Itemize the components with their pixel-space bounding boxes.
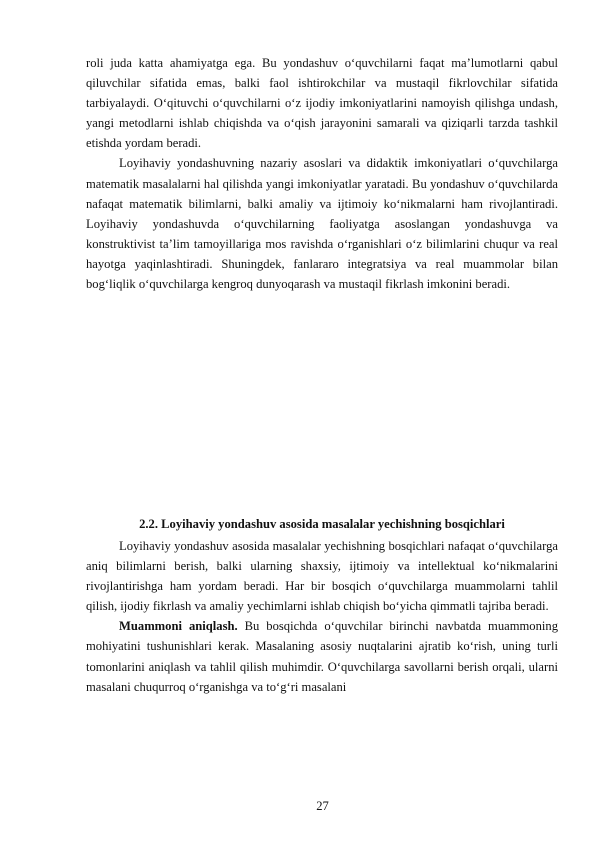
paragraph-intro: Loyihaviy yondashuv asosida masalalar yechishning bosqichlari nafaqat o‘quvchilarga aniq bilimlarni berish, balki ularning shaxsiy, ijtimoiy va intellektual ko‘nikmalarini rivojlantirishga ham yordam beradi. Har bir bosqich o‘quvchilarga muammolarni tahlil qilish, ijodiy fikrlash va amaliy yechimlarni ishlab chiqish bo‘yicha qimmatli tajriba beradi.	[86, 539, 558, 614]
page-number: 27	[316, 799, 329, 813]
step-term: Muammoni aniqlash.	[119, 619, 238, 634]
paragraph-continuation: roli juda katta ahamiyatga ega. Bu yondashuv o‘quvchilarni faqat ma’lumotlarni qabul qiluvchilar sifatida emas, balki faol ishtirokchilar va mustaqil fikrlovchilar sifatida tarbiyalaydi. O‘qituvchi o‘quvchilarni o‘z ijodiy imkoniyatlarini namoyish qilishga undash, yangi metodlarni ishlab chiqishda va o‘qish jarayonini samarali va qiziqarli tarzda tashkil etishda yordam beradi.	[86, 56, 558, 151]
section-heading: 2.2. Loyihaviy yondashuv asosida masalalar yechishning bosqichlari	[139, 517, 505, 531]
paragraph-theory: Loyihaviy yondashuvning nazariy asoslari va didaktik imkoniyatlari o‘quvchilarga matematik masalalarni hal qilishda yangi imkoniyatlar yaratadi. Bu yondashuv o‘quvchilarda nafaqat matematik bilimlarni, balki amaliy va ijtimoiy ko‘nikmalarni ham rivojlantiradi. Loyihaviy yondashuvda o‘quvchilarning faoliyatga asoslangan yondashuvga va konstruktivist ta’lim tamoyillariga mos ravishda o‘rganishlari o‘z bilimlarini chuqur va real hayotga yaqinlashtiradi. Shuningdek, fanlararo integratsiya va real muammolar bilan bog‘liqlik o‘quvchilarga kengroq dunyoqarash va mustaqil fikrlash imkonini beradi.	[86, 156, 558, 292]
body-text-bottom	[86, 536, 558, 697]
body-text-top	[86, 53, 558, 294]
step-text: Bu bosqichda o‘quvchilar birinchi navbatda muammoning mohiyatini tushunishlari kerak. Masalaning asosiy nuqtalarini ajratib ko‘rish, uning turli tomonlarini aniqlash va tahlil qilish muhimdir. O‘quvchilarga savollarni berish orqali, ularni masalani chuqurroq o‘rganishga va to‘g‘ri masalani	[86, 619, 558, 694]
paragraph-step-one	[86, 616, 558, 696]
